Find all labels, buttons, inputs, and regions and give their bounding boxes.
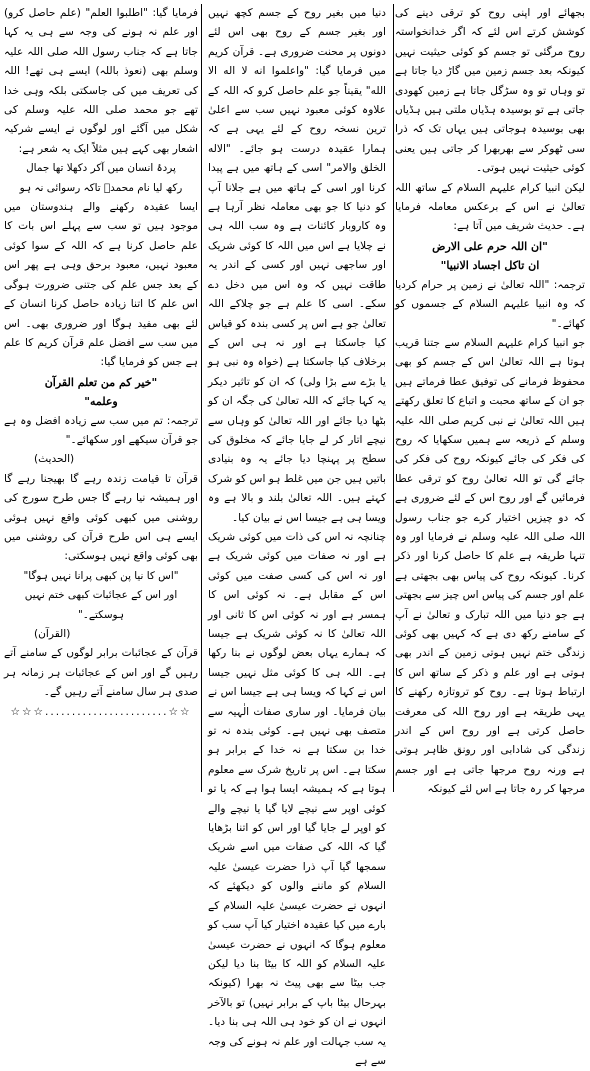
hadith-arabic-line: "ان اللہ حرم علی الارض [432, 239, 548, 253]
poem-line: پردۂ انسان میں آکر دکھلا تھا جمال [26, 162, 176, 175]
paragraph: فرمایا گیا: "اطلبوا العلم" (علم حاصل کرو) اور علم نہ ہونے کی وجہ سے ہی یہ کہا جاتا ہے کہ جناب رسول اللہ صلی اللہ علیہ وسلم بھی (نعوذ باللہ) ایسے ہی تھے! اللہ کی تعریف میں کی جاسکتی بلکہ وہی خدا تھے جو محمد صلی اللہ علیہ وسلم کی شکل میں آگئے اور لوگوں نے ایسے شرکیہ اشعار بھی کہے ہیں مثلاً ایک یہ شعر ہے: [4, 7, 198, 155]
paragraph: لیکن انبیا کرام علیہم السلام کے ساتھ اللہ تعالیٰ نے اس کے برعکس معاملہ فرمایا ہے۔ حدیث شریف میں آتا ہے: [395, 181, 585, 233]
poem-line: رکھ لیا نام محمدؐ تاکہ رسوائی نہ ہو [19, 181, 183, 194]
translation: ترجمہ: تم میں سب سے زیادہ افضل وہ ہے جو قرآن سیکھے اور سکھائے۔" [4, 414, 198, 446]
quote-line: "اس کا نیا پن کبھی پرانا نہیں ہوگا" [23, 569, 179, 582]
paragraph: دنیا میں بغیر روح کے جسم کچھ نہیں اور بغیر جسم کے روح بھی اس لئے دونوں پر محنت ضروری ہے۔ قرآن کریم میں فرمایا گیا: "واعلموا انه لا اله الا الله" یقیناً جو علم حاصل کرو کہ اللہ کے علاوہ کوئی معبود نہیں سب سے اعلیٰ ترین نسخہ روح کے لئے یہی ہے کہ ہمارا عقیدہ درست ہو جائے۔ "الاله الخلق والامر" اسی کے ہاتھ میں ہے پیدا کرنا اور اسی کے ہاتھ میں ہے جلانا آپ کو دنیا کا جو بھی معاملہ نظر آرہا ہے وہ کاروبار کائنات ہے وہ سب اللہ ہی نے چلایا ہے اس میں اللہ کا کوئی شریک اور ساجھی نہیں اور کسی کے اندر یہ طاقت نہیں کہ وہ اس میں دخل دے سکے۔ اسی کا علم ہے جو چلاکے اللہ تعالیٰ جو ہے اس پر کسی بندہ کو قیاس کیا جاسکتا ہے اور نہ ہی اس کے برخلاف کیا جاسکتا ہے (خواہ وہ نبی ہو یا بڑے سے بڑا ولی) کہ ان کو تاثیر دیکر یہ کہا جائے کہ اللہ تعالیٰ کی جگہ ان کو بٹھا دیا جائے اور اللہ تعالیٰ کو وہاں سے نیچے اتار کر لے جایا جائے کہ مخلوق کی سطح پر پہنچا دیا جائے یہ وہ بنیادی باتیں ہیں جن میں غلط ہو اس کو شرک کہتے ہیں۔ اللہ تعالیٰ بلند و بالا ہے وہ ویسا ہی ہے جیسا اس نے بیان کیا۔ [208, 7, 386, 524]
hadith-arabic-line: "خیر کم من تعلم القرآن [44, 375, 158, 389]
hadith-arabic-line: وعلمه" [84, 395, 118, 409]
column-right [395, 4, 585, 796]
end-ornament: ☆☆.......................☆☆☆ [10, 705, 192, 718]
translation: ترجمہ: "اللہ تعالیٰ نے زمین پر حرام کردیا کہ وہ انبیا علیہم السلام کے جسموں کو کھائے۔" [395, 278, 585, 330]
reference: (القرآن) [34, 628, 71, 640]
paragraph: جو انبیا کرام علیہم السلام سے جتنا قریب ہوتا ہے اللہ تعالیٰ اس کے جسم کو بھی محفوظ فرمانے کی توفیق عطا فرماتے ہیں جو ان کے ساتھ محبت و اتباع کا تعلق رکھتے ہیں اللہ تعالیٰ نے نبی کریم صلی اللہ علیہ وسلم کے ذریعہ سے ہمیں سکھایا کہ روح کی فکر کی جائے کیونکہ روح کی فکر کی جائے گی تو اللہ تعالیٰ روح کو ترقی عطا فرمائیں گے اور روح اس کے لئے ضروری ہے کہ دو چیزیں اختیار کرے جو جناب رسول اللہ صلی اللہ علیہ وسلم نے فرمایا اور وہ تنہا طریقہ ہے علم کا حاصل کرنا اور ذکر کرنا۔ کیونکہ روح کی پیاس بھی بجھتی ہے علم اور جسم کی پیاس اس چیز سے بجھتی ہے جو دنیا میں اللہ تبارک و تعالیٰ نے آپ کے سامنے رکھ دی ہے کہ کہیں بھی کوئی زندگی ختم نہیں ہوتی زمین کے اندر بھی ہوتی ہے اور علم و ذکر کے ساتھ اس کا ارتباط ہوتا ہے۔ روح کو تروتازہ رکھنے کا یہی طریقہ ہے اور روح اللہ کی معرفت حاصل کرتی ہے اور روح اس کے اندر زندگی کی شادابی اور رونق ظاہر ہوتی ہے ورنہ روح مرجھا جاتی ہے اور جسم مرجھا کر رہ جاتا ہے اس لئے کیونکہ [395, 336, 585, 796]
hadith-arabic-line: ان تاکل اجساد الانبیا" [440, 259, 540, 273]
paragraph: ایسا عقیدہ رکھنے والے ہندوستان میں موجود ہیں تو سب سے پہلے اس بات کا علم حاصل کرنا ہے کہ اللہ کے سوا کوئی معبود نہیں، معبود برحق وہی ہے پھر اس کے بعد جس علم کی جتنی ضرورت ہوگی اس علم کا اتنا زیادہ حاصل کرنا انسان کے لئے بھی مفید ہوگا اور ضروری بھی۔ اس میں سب سے افضل علم قرآن کریم کا علم ہے جس کو فرمایا گیا: [4, 201, 198, 369]
paragraph: قرآن کے عجائبات برابر لوگوں کے سامنے آتے رہیں گے اور اس کے عجائبات ہر زمانہ ہر صدی ہر سال سامنے آتے رہیں گے۔ [4, 647, 198, 699]
column-divider [201, 4, 202, 792]
column-middle [208, 4, 386, 1067]
paragraph: بجھائے اور اپنی روح کو ترقی دینے کی کوشش کرتے اس لئے کہ اگر خدانخواستہ روح مرگئی تو جسم کو کوئی حیثیت نہیں کیونکہ بعد جسم زمین میں گاڑ دیا جاتا ہے تو وہاں تو وہ سڑگل جاتا ہے زمین کھودی جاتی ہے تو بوسیدہ ہڈیاں ملتی ہیں ہڈیاں بھی بوسیدہ ہوجاتی ہیں یہاں تک کہ ذرا سی ٹھوکر سے بھربھرا کر جاتی ہیں یعنی کوئی حیثیت نہیں ہوتی۔ [395, 7, 585, 175]
quote-line: اور اس کے عجائبات کبھی ختم نہیں ہوسکتے۔" [24, 589, 178, 621]
paragraph: قرآن تا قیامت زندہ رہے گا بھیجنا رہے گا اور ہمیشہ نیا رہے گا جس طرح سورج کی روشنی میں کبھی کوئی واقع نہیں ہوئی ایسے ہی اس طرح قرآن کی روشنی میں بھی کوئی واقع نہیں ہوسکتی: [4, 472, 198, 563]
reference: (الحدیث) [34, 453, 75, 466]
paragraph: چنانچہ نہ اس کی ذات میں کوئی شریک ہے اور نہ صفات میں کوئی شریک ہے اور نہ اس کی کسی صفت میں کوئی اس کے مقابل ہے۔ نہ کوئی اس کا ہمسر ہے اور نہ کوئی اس کا ثانی اور اللہ تعالیٰ کا نہ کوئی شریک ہے جیسا کہ ہمارے یہاں بعض لوگوں نے بنا رکھا ہے۔ اللہ ہی کا کوئی مثل نہیں جیسا اس نے کہا کہ ویسا ہی ہے جیسا اس نے بیان فرمایا۔ اور ساری صفات الٰہیہ سے متصف بھی نہیں ہے۔ کوئی بندہ نہ تو خدا بن سکتا ہے نہ خدا کے برابر ہو سکتا ہے۔ اس پر تاریخ شرک سے معلوم ہوتا ہے کہ ہمیشہ ایسا ہوا ہے کہ یا تو کوئی اوپر سے نیچے لایا گیا یا نیچے والے کو اوپر لے جایا گیا اور اس کو اتنا بڑھایا گیا کہ اللہ کی صفات میں اسے شریک سمجھا گیا آپ ذرا حضرت عیسیٰ علیہ السلام کو ماننے والوں کو دیکھئے کہ انہوں نے حضرت عیسیٰ علیہ السلام کے بارے میں کیا عقیدہ اختیار کیا آپ سب کو معلوم ہوگا کہ انہوں نے حضرت عیسیٰ علیہ السلام کو اللہ کا بیٹا بنا دیا لیکن جب بیٹا سے بھی پیٹ نہ بھرا (کیونکہ بہرحال بیٹا باپ کے برابر نہیں) تو بالآخر انہوں نے ان کو خود ہی اللہ ہی بنا دیا۔ یہ سب جہالت اور علم نہ ہونے کی وجہ سے ہے [208, 530, 386, 1067]
column-divider [393, 4, 394, 792]
column-left [4, 4, 198, 792]
